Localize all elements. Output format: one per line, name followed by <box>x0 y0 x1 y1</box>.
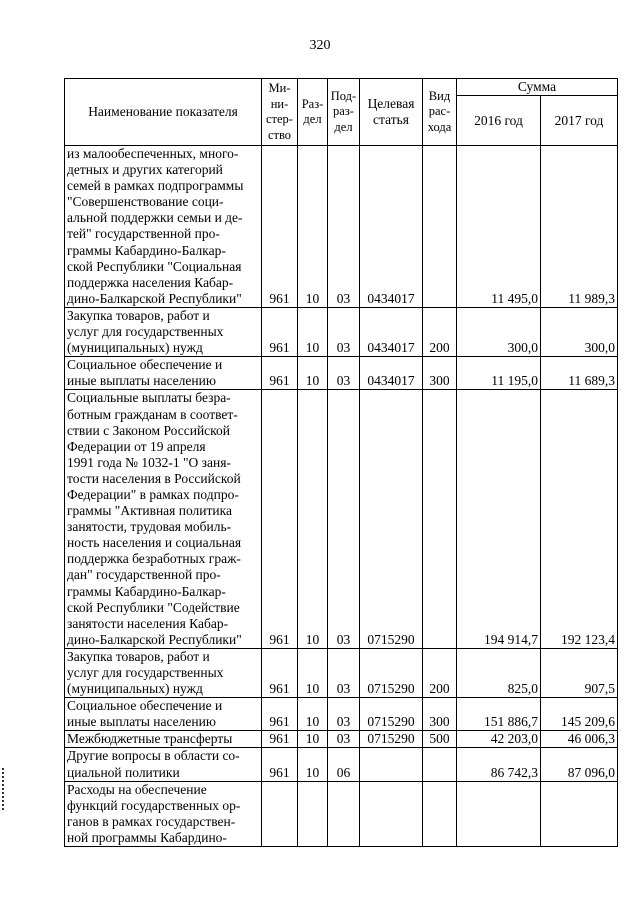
cell-ministry: 961 <box>262 146 298 308</box>
cell-sum-2016 <box>457 781 541 846</box>
margin-mark <box>2 768 7 810</box>
cell-sum-2017: 11 689,3 <box>541 357 618 390</box>
cell-name: Закупка товаров, работ и услуг для государственных (муниципальных) нужд <box>65 648 262 697</box>
cell-expense-type: 300 <box>423 357 457 390</box>
cell-target-article: 0715290 <box>360 648 423 697</box>
cell-section <box>298 781 328 846</box>
cell-section: 10 <box>298 146 328 308</box>
header-section: Раз- дел <box>298 79 328 146</box>
table-row <box>65 748 618 781</box>
cell-target-article <box>360 781 423 846</box>
budget-table <box>64 78 618 847</box>
cell-sum-2017: 192 123,4 <box>541 390 618 649</box>
cell-section: 10 <box>298 307 328 356</box>
cell-expense-type <box>423 748 457 781</box>
cell-section: 10 <box>298 648 328 697</box>
cell-subsection: 03 <box>328 731 360 748</box>
header-subsection: Под- раз- дел <box>328 79 360 146</box>
cell-sum-2017 <box>541 781 618 846</box>
cell-section: 10 <box>298 698 328 731</box>
header-ministry: Ми- ни- стер- ство <box>262 79 298 146</box>
cell-name: Социальные выплаты безра- ботным гражданам в соответ- ствии с Законом Российской Федерации от 19 апреля 1991 года № 1032-1 "О заня- тости населения в Российской Федерации" в рамках подпро- граммы "Активная политика занятости, трудовая мобиль- ность населения и социальная поддержка безработных граж- дан" государственной про- граммы Кабардино-Балкар- ской Республики "Содействие занятости населения Кабар- дино-Балкарской Республики" <box>65 390 262 649</box>
cell-ministry: 961 <box>262 698 298 731</box>
cell-section: 10 <box>298 357 328 390</box>
cell-ministry: 961 <box>262 390 298 649</box>
cell-sum-2016: 11 495,0 <box>457 146 541 308</box>
cell-expense-type <box>423 390 457 649</box>
cell-name: Закупка товаров, работ и услуг для государственных (муниципальных) нужд <box>65 307 262 356</box>
cell-name: из малообеспеченных, много- детных и других категорий семей в рамках подпрограммы "Совершенствование соци- альной поддержки семьи и де- тей" государственной про- граммы Кабардино-Балкар- ской Республики "Социальная поддержка населения Кабар- дино-Балкарской Республики" <box>65 146 262 308</box>
cell-subsection: 03 <box>328 648 360 697</box>
cell-name: Межбюджетные трансферты <box>65 731 262 748</box>
cell-ministry: 961 <box>262 648 298 697</box>
header-sum: Сумма <box>457 79 618 96</box>
cell-sum-2016: 11 195,0 <box>457 357 541 390</box>
table-row <box>65 307 618 356</box>
cell-ministry: 961 <box>262 731 298 748</box>
cell-subsection: 03 <box>328 357 360 390</box>
cell-target-article: 0715290 <box>360 698 423 731</box>
cell-sum-2016: 151 886,7 <box>457 698 541 731</box>
cell-section: 10 <box>298 390 328 649</box>
cell-subsection: 03 <box>328 390 360 649</box>
cell-sum-2017: 907,5 <box>541 648 618 697</box>
table-row <box>65 390 618 649</box>
cell-ministry <box>262 781 298 846</box>
header-year-2016: 2016 год <box>457 96 541 146</box>
cell-sum-2017: 145 209,6 <box>541 698 618 731</box>
cell-ministry: 961 <box>262 748 298 781</box>
header-target-article: Целевая статья <box>360 79 423 146</box>
header-year-2017: 2017 год <box>541 96 618 146</box>
cell-subsection: 03 <box>328 146 360 308</box>
cell-target-article: 0715290 <box>360 390 423 649</box>
cell-expense-type <box>423 146 457 308</box>
cell-section: 10 <box>298 748 328 781</box>
cell-subsection: 03 <box>328 307 360 356</box>
cell-subsection: 03 <box>328 698 360 731</box>
cell-sum-2016: 42 203,0 <box>457 731 541 748</box>
cell-expense-type: 200 <box>423 648 457 697</box>
cell-target-article <box>360 748 423 781</box>
header-row-top <box>65 79 618 96</box>
page-number: 320 <box>309 38 331 53</box>
cell-name: Другие вопросы в области со- циальной политики <box>65 748 262 781</box>
cell-target-article: 0434017 <box>360 307 423 356</box>
cell-expense-type: 500 <box>423 731 457 748</box>
cell-expense-type <box>423 781 457 846</box>
cell-name: Социальное обеспечение и иные выплаты населению <box>65 698 262 731</box>
table-body <box>65 146 618 847</box>
cell-target-article: 0434017 <box>360 357 423 390</box>
cell-subsection <box>328 781 360 846</box>
cell-target-article: 0715290 <box>360 731 423 748</box>
table-row <box>65 648 618 697</box>
cell-expense-type: 200 <box>423 307 457 356</box>
cell-sum-2017: 300,0 <box>541 307 618 356</box>
table-row <box>65 146 618 308</box>
cell-subsection: 06 <box>328 748 360 781</box>
cell-sum-2016: 825,0 <box>457 648 541 697</box>
cell-target-article: 0434017 <box>360 146 423 308</box>
cell-sum-2016: 300,0 <box>457 307 541 356</box>
cell-sum-2017: 87 096,0 <box>541 748 618 781</box>
cell-sum-2016: 86 742,3 <box>457 748 541 781</box>
cell-ministry: 961 <box>262 307 298 356</box>
header-name: Наименование показателя <box>65 79 262 146</box>
cell-name: Расходы на обеспечение функций государственных ор- ганов в рамках государствен- ной программы Кабардино- <box>65 781 262 846</box>
cell-ministry: 961 <box>262 357 298 390</box>
cell-section: 10 <box>298 731 328 748</box>
cell-expense-type: 300 <box>423 698 457 731</box>
cell-sum-2017: 46 006,3 <box>541 731 618 748</box>
cell-sum-2016: 194 914,7 <box>457 390 541 649</box>
table-row <box>65 357 618 390</box>
cell-sum-2017: 11 989,3 <box>541 146 618 308</box>
table-row <box>65 781 618 846</box>
cell-name: Социальное обеспечение и иные выплаты населению <box>65 357 262 390</box>
table-row <box>65 731 618 748</box>
table-row <box>65 698 618 731</box>
header-expense-type: Вид рас- хода <box>423 79 457 146</box>
